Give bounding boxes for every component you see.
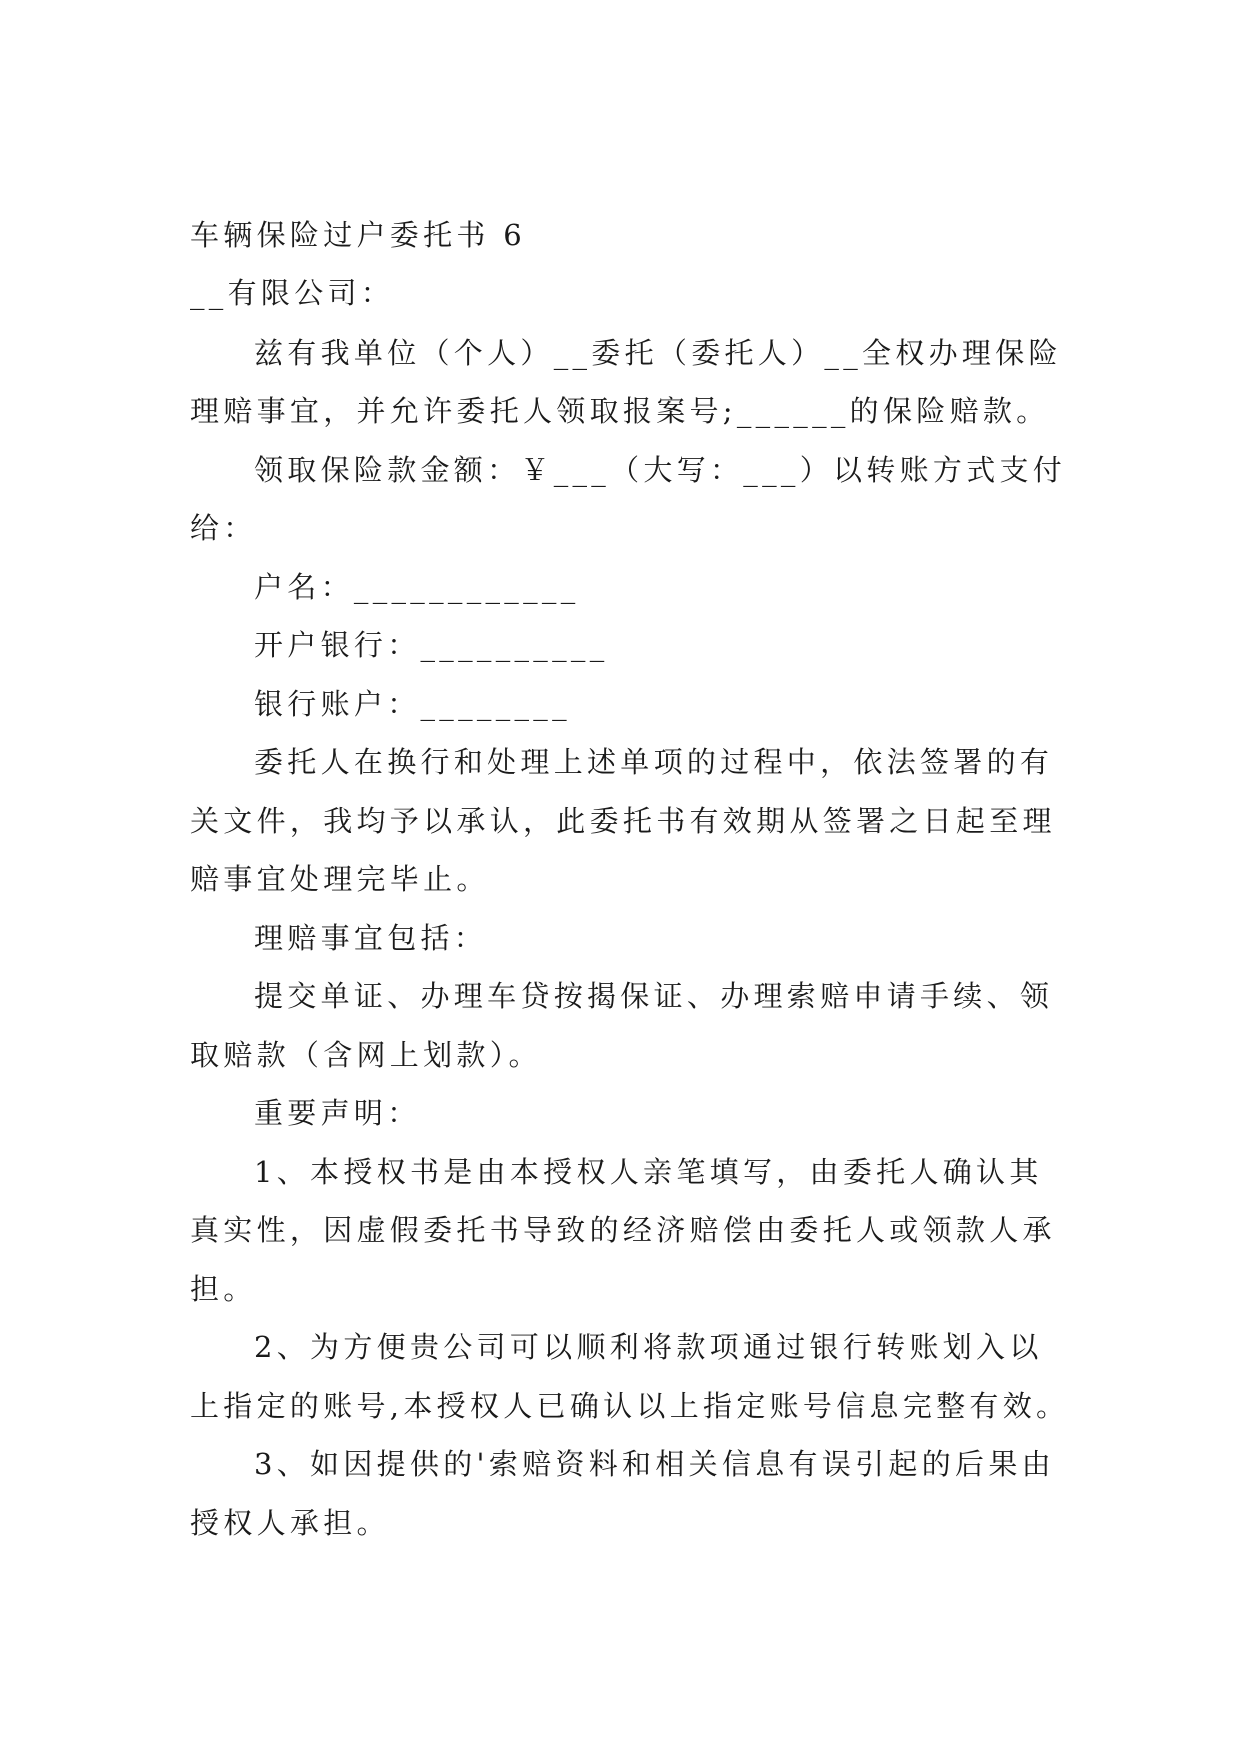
bank-name-line: 开户银行：__________ — [254, 628, 609, 662]
section-heading: 理赔事宜包括： — [254, 921, 488, 955]
paragraph-line: 关文件，我均予以承认，此委托书有效期从签署之日起至理 — [190, 804, 1056, 838]
paragraph-line: 领取保险款金额：￥___（大写：___）以转账方式支付 — [254, 453, 1067, 487]
paragraph-line: 担。 — [190, 1272, 257, 1306]
paragraph-line: 上指定的账号,本授权人已确认以上指定账号信息完整有效。 — [190, 1389, 1070, 1423]
paragraph-line: 取赔款（含网上划款）。 — [190, 1038, 542, 1072]
paragraph-line: 3、如因提供的'索赔资料和相关信息有误引起的后果由 — [254, 1447, 1055, 1481]
paragraph-line: 授权人承担。 — [190, 1506, 390, 1540]
paragraph-line: 真实性，因虚假委托书导致的经济赔偿由委托人或领款人承 — [190, 1213, 1056, 1247]
paragraph-line: 提交单证、办理车贷按揭保证、办理索赔申请手续、领 — [254, 979, 1054, 1013]
paragraph-line: 理赔事宜，并允许委托人领取报案号;______的保险赔款。 — [190, 394, 1050, 428]
bank-account-line: 银行账户：________ — [254, 687, 571, 721]
document-title: 车辆保险过户委托书 6 — [190, 218, 526, 252]
paragraph-line: 兹有我单位（个人）__委托（委托人）__全权办理保险 — [254, 336, 1062, 370]
paragraph-line: 委托人在换行和处理上述单项的过程中，依法签署的有 — [254, 745, 1054, 779]
addressee-line: __有限公司： — [190, 276, 395, 310]
paragraph-line: 2、为方便贵公司可以顺利将款项通过银行转账划入以 — [254, 1330, 1043, 1364]
paragraph-line: 给： — [190, 511, 257, 545]
account-name-line: 户名：____________ — [254, 570, 580, 604]
paragraph-line: 赔事宜处理完毕止。 — [190, 862, 490, 896]
paragraph-line: 1、本授权书是由本授权人亲笔填写，由委托人确认其 — [254, 1155, 1043, 1189]
section-heading: 重要声明： — [254, 1096, 421, 1130]
